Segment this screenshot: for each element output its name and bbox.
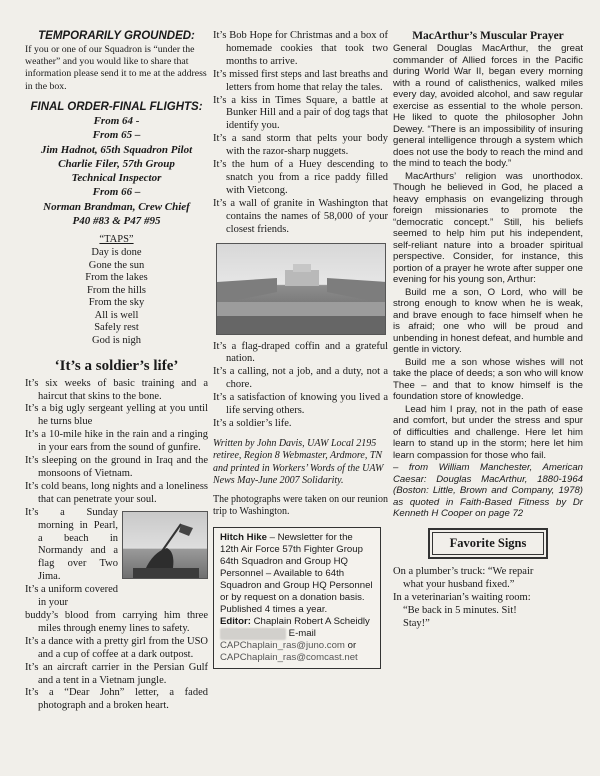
favorite-signs-box (428, 528, 548, 559)
editor-label: Editor: (220, 615, 251, 627)
soldier-title: ‘It’s a soldier’s life’ (54, 357, 179, 374)
iwo-jima-section (25, 507, 208, 610)
stanza: It’s a big ugly sergeant yelling at you until he turns blue (25, 403, 208, 428)
stanza: It’s a soldier’s life. (213, 417, 292, 429)
sign-line: In a veterinarian’s waiting room: (393, 591, 531, 603)
middle-column (213, 30, 388, 669)
taps-line: All is well (94, 309, 139, 321)
taps-line: From the hills (87, 284, 146, 296)
email-label: E-mail (286, 627, 316, 639)
taps-title: “TAPS” (99, 234, 134, 246)
wwii-memorial-photo-graphic (217, 244, 386, 335)
hitch-hike-body: – Newsletter for the 12th Air Force 57th Fighter Group 64th Squadron and Group HQ Personnel – Available to 64th Squadron and Group HQ Personnel or by request on a donation basis. Published 4 times a year. (220, 531, 373, 615)
final-flights-title: FINAL ORDER-FINAL FLIGHTS: (30, 100, 203, 113)
taps-line: Day is done (91, 246, 142, 258)
stanza: It’s a 10-mile hike in the rain and a ringing in your ears from the sound of gunfire. (25, 429, 208, 454)
stanza: It’s a sand storm that pelts your body with the razor-sharp nuggets. (213, 133, 388, 158)
taps-line: Safely rest (94, 322, 139, 334)
flight-line: From 65 – (92, 129, 141, 142)
sign-line: On a plumber’s truck: “We repair (393, 565, 534, 577)
taps-line: God is nigh (91, 335, 141, 347)
stanza: It’s sleeping on the ground in Iraq and the monsoons of Vietnam. (25, 455, 208, 479)
stanza: It’s six weeks of basic training and a haircut that skins to the bone. (25, 377, 208, 402)
stanza: It’s an aircraft carrier in the Persian Gulf and a tent in a Vietnam jungle. (25, 661, 208, 686)
stanza: It’s a Sunday morning in Pearl, a beach in Normandy and a flag over Two Jima. (25, 506, 118, 583)
stanza: It’s a satisfaction of knowing you lived a life serving others. (213, 392, 388, 417)
stanza: It’s a dance with a pretty girl from the USO and a cup of coffee at a dark outpost. (25, 635, 208, 660)
email-link[interactable]: CAPChaplain_ras@comcast.net (220, 651, 358, 663)
flight-line: From 66 – (92, 186, 141, 199)
left-column (25, 30, 208, 713)
stanza: It’s a uniform covered in your (25, 584, 119, 609)
taps-line: Gone the sun (88, 259, 145, 271)
macarthur-article (393, 43, 583, 520)
stanza: It’s the hum of a Huey descending to snatch you from a rice paddy filled with Vietcong. (213, 159, 388, 196)
hitch-hike-title: Hitch Hike (220, 531, 267, 543)
editor-name: Chaplain Robert A Scheidly (250, 615, 370, 627)
email-link[interactable]: CAPChaplain_ras@juno.com (220, 639, 345, 651)
stanza: It’s a flag-draped coffin and a grateful nation. (213, 340, 388, 365)
flight-line: Norman Brandman, Crew Chief (43, 200, 190, 213)
sign-line: “Be back in 5 minutes. Sit! (403, 604, 517, 616)
flight-line: Technical Inspector (71, 172, 162, 185)
article-paragraph: MacArthurs’ religion was unorthodox. Though he believed in God, he placed a heavy emphasis on evangelizing through foreign missionaries to promote the “democratic concept.” Still, his beliefs seemed to help him put his independent, self-reliant nature into a broader spiritual perspective. Consider, for instance, this portion of a prayer he wrote after supper one evening for his young son, Arthur: (393, 170, 583, 285)
flight-line: Jim Hadnot, 65th Squadron Pilot (40, 143, 193, 156)
taps-poem (25, 234, 208, 347)
sign-line: what your husband fixed.” (403, 578, 515, 590)
wwii-memorial-photo (216, 243, 386, 335)
sign-line: Stay!” (403, 618, 430, 629)
taps-line: From the sky (88, 297, 145, 309)
article-paragraph: Lead him I pray, not in the path of ease and comfort, but under the stress and spur of difficulties and challenge. Here let him learn to stand up in the storm; here let him learn compassion for those who fail. (393, 403, 583, 461)
article-paragraph: Build me a son whose wishes will not take the place of deeds; a son who will know Thee – and that to know himself is the foundation store of knowledge. (393, 356, 583, 402)
flight-line: P40 #83 & P47 #95 (72, 215, 161, 228)
stanza: It’s a “Dear John” letter, a faded photograph and a broken heart. (25, 687, 208, 712)
hitch-hike-info-box (213, 527, 381, 669)
stanza: It’s Bob Hope for Christmas and a box of homemade cookies that took two months to arrive. (213, 30, 388, 67)
flight-line: From 64 - (93, 114, 140, 127)
email-or: or (344, 639, 357, 651)
stanza: buddy’s blood from carrying him three miles through enemy lines to safety. (25, 609, 208, 634)
favorite-signs-title: Favorite Signs (432, 532, 544, 555)
iwo-jima-memorial-photo (122, 511, 208, 579)
stanza: It’s a wall of granite in Washington that contains the names of 58,000 of your closest friends. (213, 197, 388, 235)
favorite-signs-list (393, 565, 583, 631)
poem-credit: Written by John Davis, UAW Local 2195 retiree, Region 8 Webmaster, Ardmore, TN and printed in Workers’ Words of the UAW News May-June 2007 Solidarity. (213, 437, 384, 487)
article-source: – from William Manchester, American Caesar: Douglas MacArthur, 1880-1964 (Boston: Little, Brown and Company, 1978) as quoted in Faith-Based Fitness by Dr Kenneth H Cooper on page 72 (393, 462, 583, 519)
flight-line: Charlie Filer, 57th Group (58, 157, 175, 170)
article-paragraph: Build me a son, O Lord, who will be strong enough to know when he is weak, and brave enough to face himself when he is afraid; one who will be proud and unbending in honest defeat, and humble and gentle in victory. (393, 286, 583, 355)
right-column (393, 30, 583, 630)
grounded-body: If you or one of our Squadron is “under the weather” and you would like to share that information please send it to me at the address in the box. (25, 44, 207, 92)
taps-line: From the lakes (85, 272, 148, 284)
article-paragraph: General Douglas MacArthur, the great commander of Allied forces in the Pacific during World War II, began every morning with a round of calisthenics, walked miles every day, avoided alcohol, and saw regular exercise as essential to the whole person. He liked to quote the philosopher John Dewey. “There is an impossibility of insuring general intelligence through a system which does not use the body to reach the mind and the mind to teach the body.” (393, 43, 583, 169)
reunion-note: The photographs were taken on our reunion trip to Washington. (213, 493, 388, 518)
grounded-title: TEMPORARILY GROUNDED: (38, 30, 195, 42)
stanza: It’s a kiss in Times Square, a battle at Bunker Hill and a pair of dog tags that identify you. (213, 94, 388, 132)
stanza: It’s cold beans, long nights and a loneliness that can penetrate your soul. (25, 480, 208, 505)
iwo-jima-photo-graphic (123, 512, 208, 579)
macarthur-title: MacArthur’s Muscular Prayer (412, 30, 564, 42)
stanza: It’s a calling, not a job, and a duty, not a chore. (213, 366, 388, 391)
redacted-address (220, 628, 286, 640)
stanza: It’s missed first steps and last breaths and letters from home that relay the tales. (213, 68, 388, 93)
